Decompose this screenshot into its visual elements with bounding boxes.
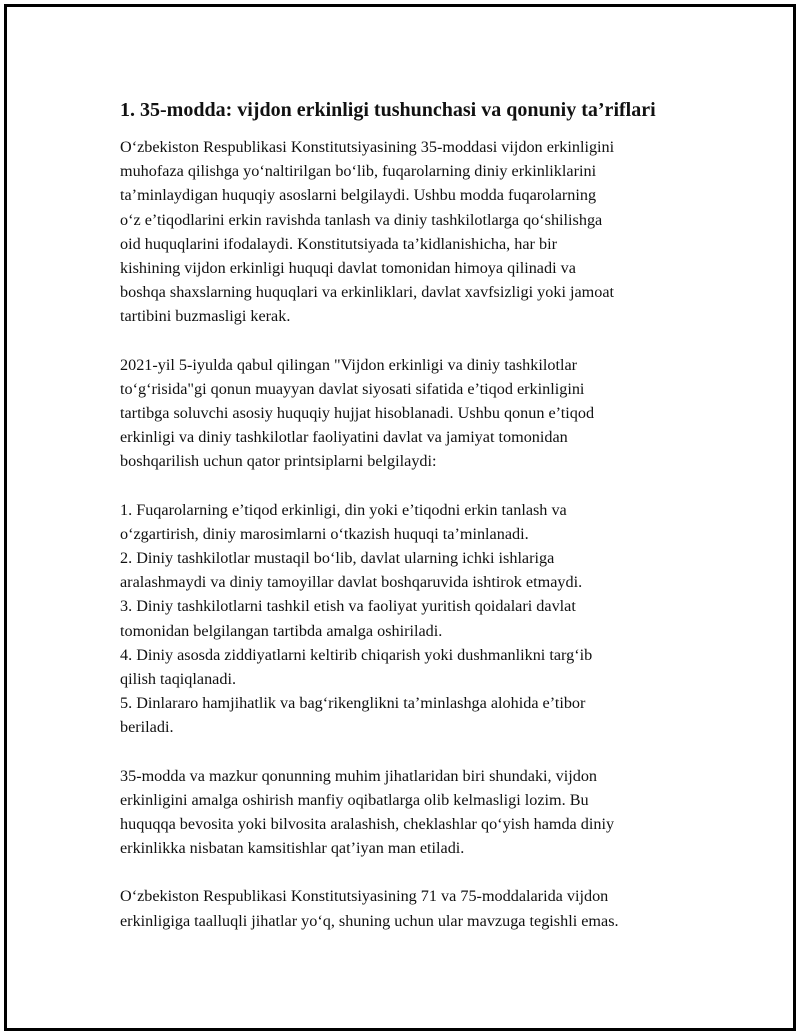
document-body xyxy=(120,97,700,957)
paragraph-line: huquqqa bevosita yoki bilvosita aralashish, cheklashlar qo‘yish hamda diniy xyxy=(120,815,615,834)
list-item: 4. Diniy asosda ziddiyatlarni keltirib chiqarish yoki dushmanlikni targ‘ib xyxy=(120,645,593,664)
paragraph-2 xyxy=(120,353,700,474)
paragraph-line: muhofaza qilishga yo‘naltirilgan bo‘lib, fuqarolarning diniy erkinliklarini xyxy=(120,162,597,181)
principles-list xyxy=(120,498,700,740)
paragraph-line: o‘z e’tiqodlarini erkin ravishda tanlash va diniy tashkilotlarga qo‘shilishga xyxy=(120,210,603,229)
list-item-continuation: aralashmaydi va diniy tamoyillar davlat boshqaruvida ishtirok etmaydi. xyxy=(120,573,583,592)
page-frame xyxy=(4,4,796,1031)
paragraph-line: erkinligiga taalluqli jihatlar yo‘q, shuning uchun ular mavzuga tegishli emas. xyxy=(120,911,619,930)
list-item-continuation: tomonidan belgilangan tartibda amalga oshiriladi. xyxy=(120,621,443,640)
list-item-continuation: qilish taqiqlanadi. xyxy=(120,670,236,689)
paragraph-line: O‘zbekiston Respublikasi Konstitutsiyasining 35-moddasi vijdon erkinligini xyxy=(120,138,615,156)
list-item-continuation: beriladi. xyxy=(120,718,174,737)
list-item: 2. Diniy tashkilotlar mustaqil bo‘lib, davlat ularning ichki ishlariga xyxy=(120,549,555,568)
paragraph-3 xyxy=(120,764,700,861)
paragraph-line: erkinligini amalga oshirish manfiy oqibatlarga olib kelmasligi lozim. Bu xyxy=(120,790,589,809)
paragraph-line: boshqarilish uchun qator printsiplarni belgilaydi: xyxy=(120,452,437,471)
paragraph-4 xyxy=(120,884,700,932)
paragraph-line: tartibini buzmasligi kerak. xyxy=(120,307,291,326)
paragraph-1 xyxy=(120,135,700,329)
paragraph-line: to‘g‘risida"gi qonun muayyan davlat siyosati sifatida e’tiqod erkinligini xyxy=(120,379,585,398)
paragraph-line: kishining vijdon erkinligi huquqi davlat tomonidan himoya qilinadi va xyxy=(120,259,576,278)
paragraph-line: boshqa shaxslarning huquqlari va erkinliklari, davlat xavfsizligi yoki jamoat xyxy=(120,283,615,302)
paragraph-line: 35-modda va mazkur qonunning muhim jihatlaridan biri shundaki, vijdon xyxy=(120,766,598,785)
list-item: 5. Dinlararo hamjihatlik va bag‘rikenglikni ta’minlashga alohida e’tibor xyxy=(120,694,586,713)
paragraph-line: tartibga soluvchi asosiy huquqiy hujjat hisoblanadi. Ushbu qonun e’tiqod xyxy=(120,404,595,423)
paragraph-line: oid huquqlarini ifodalaydi. Konstitutsiyada ta’kidlanishicha, har bir xyxy=(120,234,557,253)
paragraph-line: O‘zbekiston Respublikasi Konstitutsiyasining 71 va 75-moddalarida vijdon xyxy=(120,887,609,906)
paragraph-line: 2021-yil 5-iyulda qabul qilingan "Vijdon erkinligi va diniy tashkilotlar xyxy=(120,355,578,374)
section-heading: 1. 35-modda: vijdon erkinligi tushunchasi va qonuniy ta’riflari xyxy=(120,99,656,121)
list-item: 3. Diniy tashkilotlarni tashkil etish va faoliyat yuritish qoidalari davlat xyxy=(120,597,576,616)
list-item-continuation: o‘zgartirish, diniy marosimlarni o‘tkazish huquqi ta’minlanadi. xyxy=(120,524,529,543)
paragraph-line: ta’minlaydigan huquqiy asoslarni belgilaydi. Ushbu modda fuqarolarning xyxy=(120,186,597,205)
paragraph-line: erkinligi va diniy tashkilotlar faoliyatini davlat va jamiyat tomonidan xyxy=(120,428,568,447)
list-item: 1. Fuqarolarning e’tiqod erkinligi, din yoki e’tiqodni erkin tanlash va xyxy=(120,500,567,519)
paragraph-line: erkinlikka nisbatan kamsitishlar qat’iyan man etiladi. xyxy=(120,839,465,858)
